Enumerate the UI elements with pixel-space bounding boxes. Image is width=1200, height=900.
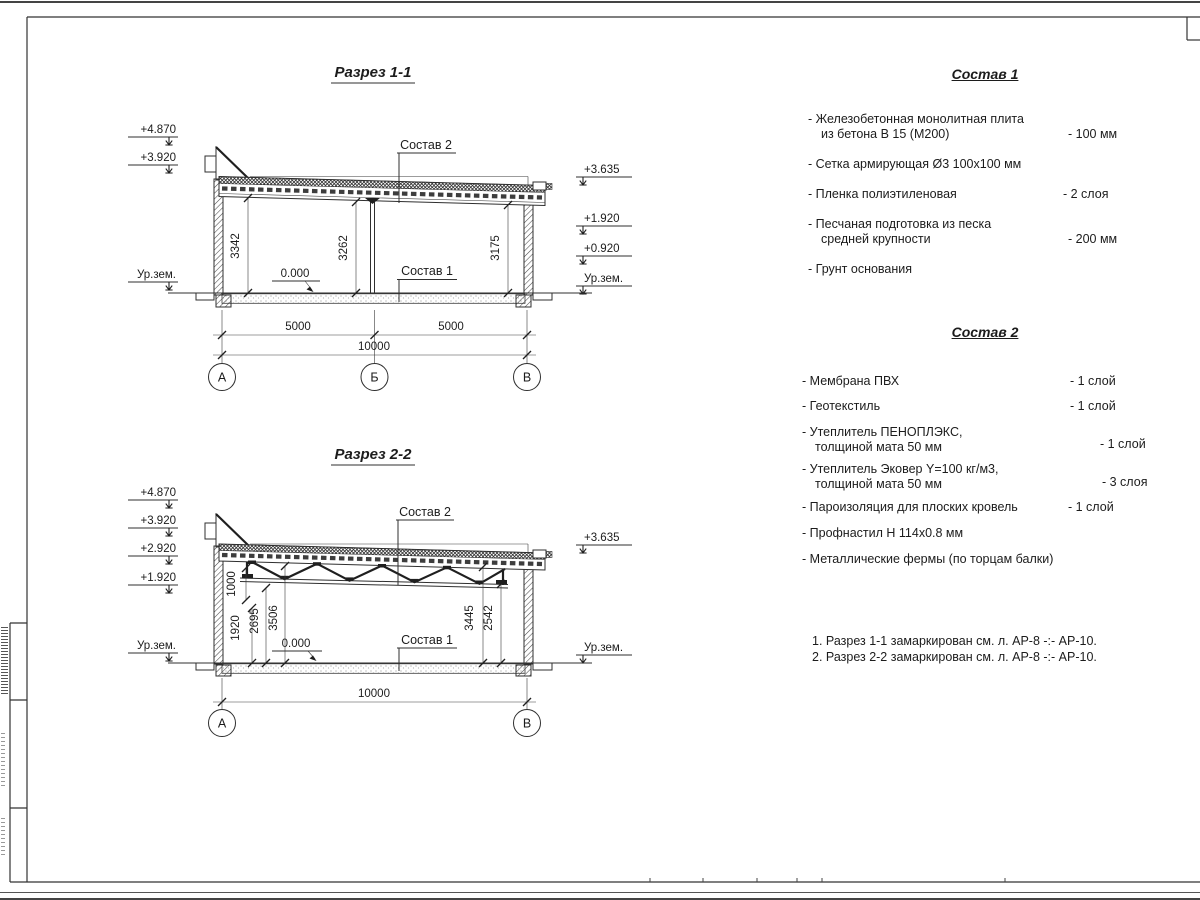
- item-line: - Пароизоляция для плоских кровель: [802, 500, 1018, 514]
- item-line: - Металлические фермы (по торцам балки): [802, 552, 1054, 566]
- item-line: из бетона В 15 (М200): [821, 127, 950, 141]
- elevation-mark: +4.870: [140, 487, 176, 499]
- ground-level-label: Ур.зем.: [584, 273, 624, 285]
- clipped-margin-text: [1, 818, 5, 858]
- item-value: - 1 слой: [1070, 399, 1116, 413]
- section-1-1-drawing: [128, 64, 632, 391]
- item-line: толщиной мата 50 мм: [815, 477, 942, 491]
- section-1-leaders: [272, 138, 457, 302]
- list-item: [802, 526, 963, 541]
- item-line: - Мембрана ПВХ: [802, 374, 900, 388]
- section-1-elevations-left: [128, 124, 178, 290]
- elevation-mark: +0.920: [584, 243, 620, 255]
- dim-label: 5000: [285, 321, 311, 333]
- dim-label: 3342: [230, 233, 242, 259]
- item-line: - Пленка полиэтиленовая: [808, 187, 957, 201]
- elevation-mark: +3.920: [140, 152, 176, 164]
- axis-bubble-label: В: [522, 716, 532, 731]
- section-2-elevations-left: [128, 487, 178, 661]
- elevation-mark: +3.920: [140, 515, 176, 527]
- axis-bubble-label: В: [522, 370, 532, 385]
- section-2-2-drawing: [128, 446, 632, 737]
- sostav2-heading: Состав 2: [951, 324, 1019, 340]
- axis-bubble-label: А: [217, 370, 227, 385]
- dim-label: 3445: [464, 605, 476, 631]
- list-item: [802, 399, 880, 414]
- list-item: [808, 157, 1021, 172]
- dim-label: 1000: [226, 571, 238, 597]
- item-value: - 1 слой: [1070, 374, 1116, 388]
- axis-bubble-label: А: [217, 716, 227, 731]
- elevation-mark: +3.635: [584, 164, 620, 176]
- ground-level-label: Ур.зем.: [136, 269, 176, 281]
- elevation-mark: +3.635: [584, 532, 620, 544]
- list-item: [808, 262, 912, 277]
- ground-level-label: Ур.зем.: [136, 640, 176, 652]
- item-value: - 2 слоя: [1063, 187, 1109, 201]
- item-line: толщиной мата 50 мм: [815, 440, 942, 454]
- zero-level-label: 0.000: [280, 268, 310, 280]
- sostav1-leader-label: Состав 1: [401, 264, 453, 278]
- sostav1-leader-label: Состав 1: [401, 633, 453, 647]
- item-line: - Геотекстиль: [802, 399, 881, 413]
- item-value: - 3 слоя: [1102, 475, 1148, 489]
- item-line: - Утеплитель ПЕНОПЛЭКС,: [802, 425, 963, 439]
- dim-label: 10000: [358, 341, 390, 353]
- section-2-elevations-right: [576, 532, 632, 663]
- list-item: [802, 425, 962, 455]
- dim-label: 1920: [230, 615, 242, 641]
- item-line: - Профнастил Н 114х0.8 мм: [802, 526, 964, 540]
- item-line: - Утеплитель Эковер Y=100 кг/м3,: [802, 462, 999, 476]
- clipped-margin-text: [1, 627, 8, 695]
- list-item: [802, 462, 998, 492]
- list-item: [802, 500, 1018, 515]
- elevation-mark: +4.870: [140, 124, 176, 136]
- item-value: - 100 мм: [1068, 127, 1118, 141]
- dim-label: 2542: [483, 605, 495, 631]
- list-item: [802, 552, 1053, 567]
- section-2-vertical-dims: [226, 562, 505, 667]
- ground-level-label: Ур.зем.: [584, 642, 624, 654]
- item-line: - Сетка армирующая Ø3 100x100 мм: [808, 157, 1022, 171]
- item-line: - Железобетонная монолитная плита: [808, 112, 1024, 126]
- section-1-elevations-right: [576, 164, 632, 294]
- elevation-mark: +1.920: [584, 213, 620, 225]
- axis-bubble-label: Б: [370, 370, 379, 385]
- elevation-mark: +2.920: [140, 543, 176, 555]
- section-2-title: Разрез 2-2: [334, 446, 412, 463]
- dim-label: 5000: [438, 321, 464, 333]
- dim-label: 3175: [490, 235, 502, 261]
- sostav2-leader-label: Состав 2: [399, 505, 451, 519]
- elevation-mark: +1.920: [140, 572, 176, 584]
- section-1-building: [168, 147, 592, 307]
- section-1-bottom-dims: [209, 310, 541, 391]
- item-line: - Грунт основания: [808, 262, 913, 276]
- note-line: 2. Разрез 2-2 замаркирован см. л. АР-8 -:- АР-10.: [812, 649, 1097, 664]
- section-2-leaders: [272, 505, 457, 671]
- left-margin-strip: [10, 623, 27, 882]
- section-2-bottom-dims: [209, 678, 541, 737]
- item-value: - 1 слой: [1100, 437, 1146, 451]
- notes: [812, 634, 1097, 665]
- dim-label: 3262: [338, 235, 350, 261]
- dim-label: 10000: [358, 688, 390, 700]
- section-1-title: Разрез 1-1: [334, 64, 412, 81]
- item-value: - 200 мм: [1068, 232, 1118, 246]
- item-value: - 1 слой: [1068, 500, 1114, 514]
- list-item: [808, 217, 991, 247]
- sostav2-leader-label: Состав 2: [400, 138, 452, 152]
- dim-label: 3506: [268, 605, 280, 631]
- dim-label: 2695: [249, 608, 261, 634]
- sostav1-heading: Состав 1: [951, 66, 1019, 82]
- list-item: [808, 112, 1024, 142]
- zero-level-label: 0.000: [281, 638, 311, 650]
- item-line: средней крупности: [821, 232, 931, 246]
- list-item: [808, 187, 957, 202]
- note-line: 1. Разрез 1-1 замаркирован см. л. АР-8 -:- АР-10.: [812, 634, 1097, 648]
- list-item: [802, 374, 899, 389]
- clipped-margin-text: [1, 733, 5, 788]
- item-line: - Песчаная подготовка из песка: [808, 217, 992, 231]
